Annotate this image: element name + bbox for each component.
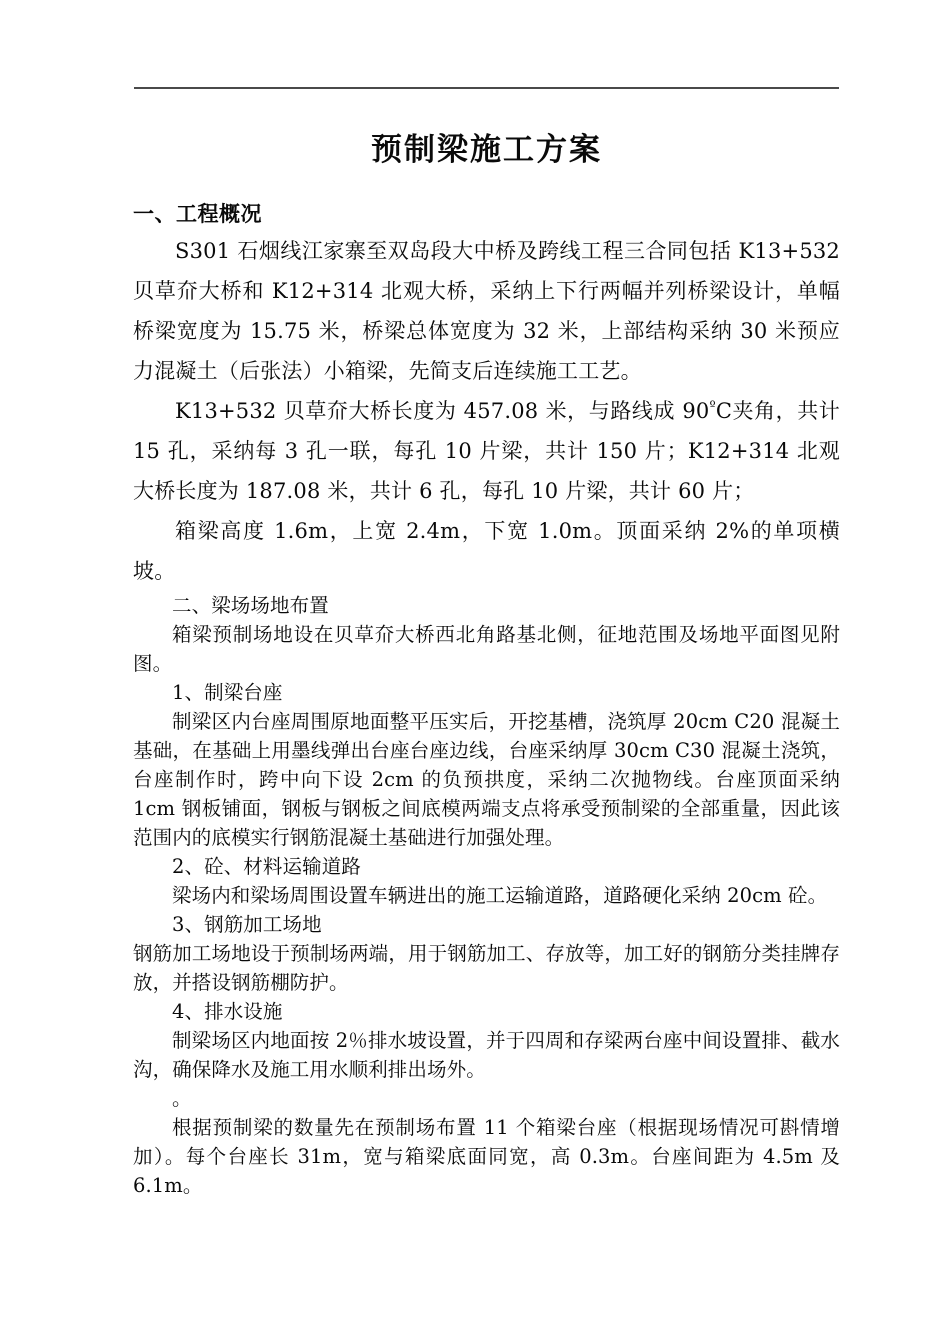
paragraph-bridge-lengths-part1: K13+532 贝草夼大桥长度为 457.08 米，与路线成 90: [175, 399, 710, 424]
degree-unit: C: [715, 399, 733, 424]
header-rule: [134, 87, 839, 89]
section-1-body: [133, 231, 840, 591]
degree-symbol: º: [709, 399, 716, 415]
paragraph-pedestal: 制梁区内台座周围原地面整平压实后，开挖基槽，浇筑厚 20cm C20 混凝土基础，在基础上用墨线弹出台座台座边线，台座采纳厚 30cm C30 混凝土浇筑，台座制作时，跨中向下设 2cm 的负预拱度，采纳二次抛物线。台座顶面采纳 1cm 钢板铺面，钢板与钢板之间底模两端支点将承受预制梁的全部重量，因此该范围内的底模实行钢筋混凝土基础进行加强处理。: [133, 710, 840, 850]
subsection-heading-4: 4、排水设施: [172, 1000, 283, 1024]
subsection-heading-2: 2、砼、材料运输道路: [172, 855, 361, 879]
paragraph-box-girder-dims: 箱梁高度 1.6m，上宽 2.4m，下宽 1.0m。顶面采纳 2%的单项横坡。: [133, 519, 840, 584]
paragraph-haul-road: 梁场内和梁场周围设置车辆进出的施工运输道路，道路硬化采纳 20cm 砼。: [172, 884, 828, 908]
paragraph-overview: S301 石烟线江家寨至双岛段大中桥及跨线工程三合同包括 K13+532 贝草夼大桥和 K12+314 北观大桥，采纳上下行两幅并列桥梁设计，单幅桥梁宽度为 15.75 米，桥梁总体宽度为 32 米，上部结构采纳 30 米预应力混凝土（后张法）小箱梁，先简支后连续施工工艺。: [133, 239, 840, 384]
subsection-heading-1: 1、制梁台座: [172, 681, 283, 705]
paragraph-bridge-lengths-part2: 夹角，共计 15 孔，采纳每 3 孔一联，每孔 10 片梁，共计 150 片；K12+314 北观大桥长度为 187.08 米，共计 6 孔，每孔 10 片梁，共计 60 片；: [133, 399, 841, 504]
section-heading-2: 二、梁场场地布置: [172, 594, 329, 618]
stray-punctuation: 。: [172, 1087, 192, 1111]
subsection-heading-3: 3、钢筋加工场地: [172, 913, 322, 937]
paragraph-rebar-yard: 钢筋加工场地设于预制场两端，用于钢筋加工、存放等，加工好的钢筋分类挂牌存放，并搭设钢筋棚防护。: [133, 942, 840, 995]
section-2-body: [133, 591, 840, 1200]
paragraph-yard-location: 箱梁预制场地设在贝草夼大桥西北角路基北侧，征地范围及场地平面图见附图。: [133, 623, 840, 676]
document-content: [133, 112, 840, 1200]
paragraph-bridge-lengths: [133, 391, 840, 511]
paragraph-drainage: 制梁场区内地面按 2％排水坡设置，并于四周和存梁两台座中间设置排、截水沟，确保降水及施工用水顺利排出场外。: [133, 1029, 840, 1082]
section-heading-1: 一、工程概况: [133, 200, 262, 226]
page-title: 预制梁施工方案: [371, 132, 602, 168]
paragraph-pedestal-count: 根据预制梁的数量先在预制场布置 11 个箱梁台座（根据现场情况可斟情增加）。每个台座长 31m，宽与箱梁底面同宽，高 0.3m。台座间距为 4.5m 及 6.1m。: [133, 1116, 840, 1198]
